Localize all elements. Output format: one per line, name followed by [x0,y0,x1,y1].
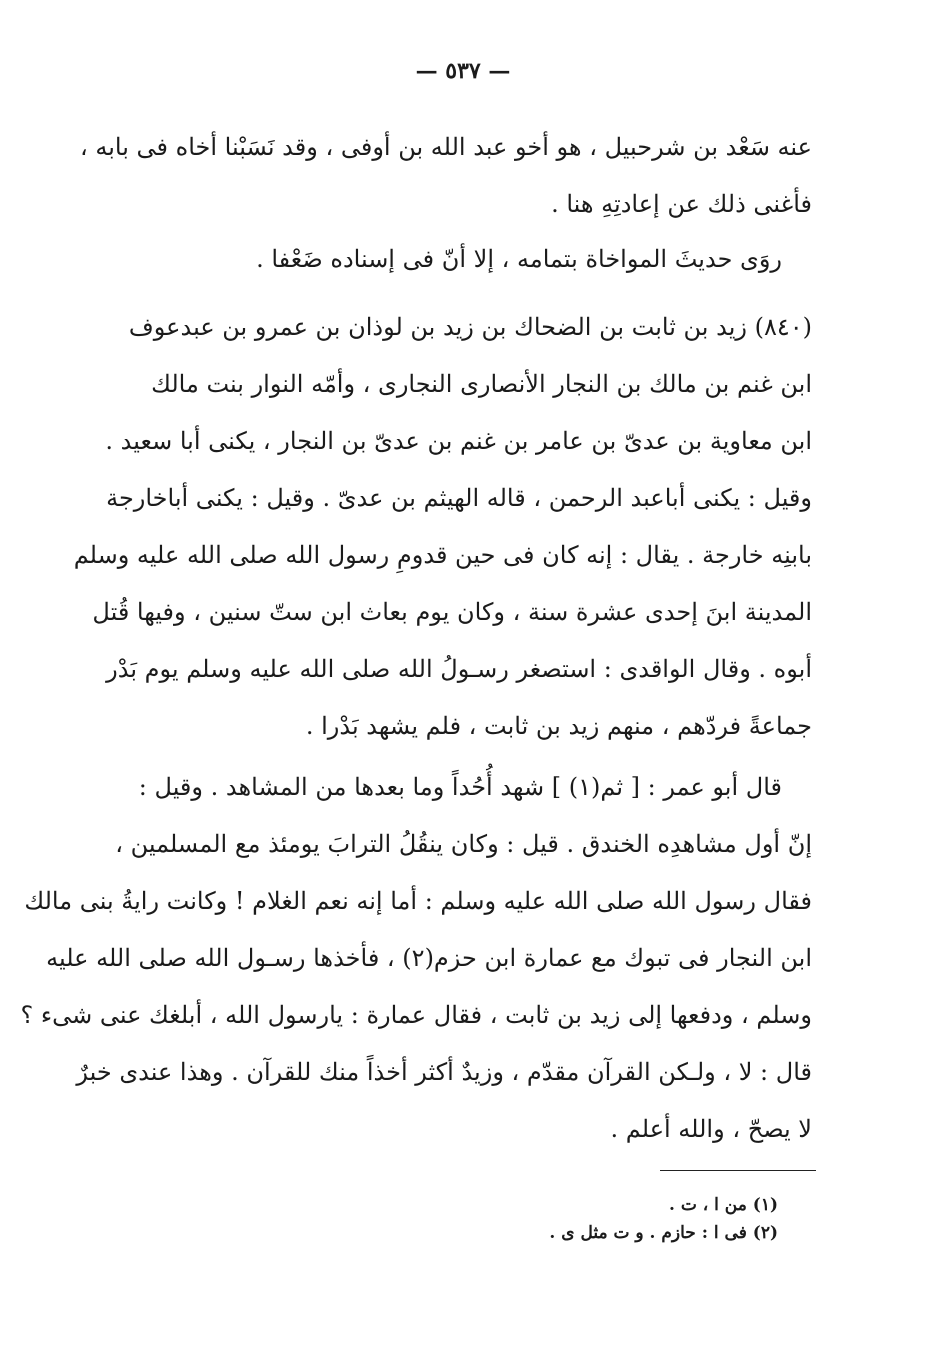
text-line: وسلم ، ودفعها إلى زيد بن ثابت ، فقال عمارة : يارسول الله ، أبلغك عنى شىء ؟ [20,1001,812,1029]
footnote: (٢) فى ا : حازم . و ت مثل ى . [549,1223,778,1243]
text-line: ابن النجار فى تبوك مع عمارة ابن حزم(٢) ، فأخذها رسـول الله صلى الله عليه [46,944,812,972]
text-line: عنه سَعْد بن شرحبيل ، هو أخو عبد الله بن أوفى ، وقد نَسَبْنا أخاه فى بابه ، [80,133,812,161]
text-line: ابن غنم بن مالك بن النجار الأنصارى النجارى ، وأمّه النوار بنت مالك [151,370,812,398]
text-line: لا يصحّ ، والله أعلم . [610,1115,812,1143]
text-line: قال : لا ، ولـكن القرآن مقدّم ، وزيدٌ أكثر أخذاً منك للقرآن . وهذا عندى خبرٌ [76,1058,812,1086]
text-line: أبوه . وقال الواقدى : استصغر رسـولُ الله صلى الله عليه وسلم يوم بَدْر [106,655,812,683]
text-line: روَى حديثَ المواخاة بتمامه ، إلا أنّ فى إسناده ضَعْفا . [256,245,782,273]
footnote: (١) من ا ، ت . [668,1195,778,1215]
text-line: قال أبو عمر : [ ثم(١) ] شهد أُحُداً وما بعدها من المشاهد . وقيل : [138,773,782,801]
text-line: وقيل : يكنى أباعبد الرحمن ، قاله الهيثم بن عدىّ . وقيل : يكنى أباخارجة [106,484,812,512]
text-line: (٨٤٠) زيد بن ثابت بن الضحاك بن زيد بن لوذان بن عمرو بن عبدعوف [128,313,812,341]
text-line: بابنِه خارجة . يقال : إنه كان فى حين قدومِ رسول الله صلى الله عليه وسلم [73,541,812,569]
footnote-divider [660,1170,816,1171]
page-number: — ٥٣٧ — [415,58,511,84]
text-line: فقال رسول الله صلى الله عليه وسلم : أما إنه نعم الغلام ! وكانت رايةُ بنى مالك [24,887,812,915]
text-line: إنّ أول مشاهدِه الخندق . قيل : وكان ينقُلُ الترابَ يومئذ مع المسلمين ، [115,830,812,858]
text-line: ابن معاوية بن عدىّ بن عامر بن غنم بن عدىّ بن النجار ، يكنى أبا سعيد . [105,427,812,455]
text-line: جماعةً فردّهم ، منهم زيد بن ثابت ، فلم يشهد بَدْرا . [305,712,812,740]
text-line: المدينة ابنَ إحدى عشرة سنة ، وكان يوم بعاث ابن ستّ سنين ، وفيها قُتل [92,598,812,626]
text-line: فأغنى ذلك عن إعادتِهِ هنا . [551,190,812,218]
